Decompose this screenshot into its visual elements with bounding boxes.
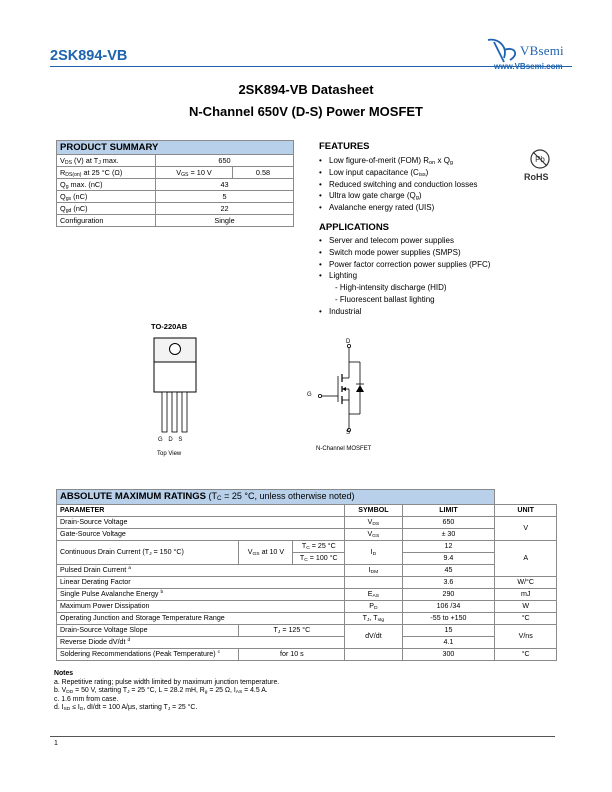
unit-cell: °C: [495, 613, 557, 625]
to220-package-icon: [140, 332, 210, 444]
symbol-cell: $T_J$, $T_{stg}$: [345, 613, 402, 625]
ps-label: $V_{DS}$ (V) at $T_J$ max.: [57, 155, 156, 167]
package-name: TO-220AB: [151, 322, 188, 331]
param-cell: Operating Junction and Storage Temperature Range: [57, 613, 345, 625]
limit-cell: 9.4: [402, 553, 495, 565]
limit-cell: 650: [402, 517, 495, 529]
limit-cell: 4.1: [402, 637, 495, 649]
part-number: 2SK894-VB: [50, 48, 128, 64]
table-row: [57, 215, 294, 227]
param-cell: Drain-Source Voltage: [57, 517, 345, 529]
ps-label: $Q_{gd}$ (nC): [57, 203, 156, 215]
features-list: [319, 155, 478, 214]
list-item: • Avalanche energy rated (UIS): [319, 202, 478, 214]
ps-condition: $V_{GS} = 10$ V: [156, 167, 233, 179]
ps-value: 22: [156, 203, 294, 215]
list-item: - High-intensity discharge (HID): [335, 283, 447, 293]
list-item: • Power factor correction power supplies (PFC): [319, 259, 490, 271]
param-cell: Drain-Source Voltage Slope: [57, 625, 239, 637]
limit-cell: ± 30: [402, 529, 495, 541]
param-cell: Single Pulse Avalanche Energy $^b$: [57, 589, 345, 601]
unit-cell: mJ: [495, 589, 557, 601]
table-row: [57, 541, 557, 553]
table-row: [57, 625, 557, 637]
list-item: • Lighting: [319, 270, 490, 282]
table-row: [57, 155, 294, 167]
param-cell: Gate-Source Voltage: [57, 529, 345, 541]
table-row: [57, 601, 557, 613]
vbsemi-logo: [484, 36, 576, 76]
column-header: PARAMETER: [57, 505, 345, 517]
condition-cell: $T_J = 125$ °C: [239, 625, 345, 637]
footer-rule: [50, 736, 555, 737]
pin-d: D: [168, 437, 173, 443]
gate-label: G: [307, 392, 312, 398]
list-item: • Low figure-of-merit (FOM) $R_{on}$ x $Q_g$: [319, 155, 478, 167]
table-row: [57, 517, 557, 529]
list-item: • Industrial: [319, 306, 490, 318]
ps-label: $Q_{gs}$ (nC): [57, 191, 156, 203]
table-row: [57, 565, 557, 577]
ps-value: 43: [156, 179, 294, 191]
condition-cell: $T_C = 100$ °C: [293, 553, 345, 565]
pin-s: S: [178, 437, 183, 443]
list-item: • Ultra low gate charge $(Q_g)$: [319, 190, 478, 202]
page-number: 1: [54, 740, 58, 747]
ps-label: $Q_g$ max. (nC): [57, 179, 156, 191]
product-summary-table: [56, 140, 294, 227]
schematic-caption: N-Channel MOSFET: [316, 446, 372, 452]
table-row: [57, 577, 557, 589]
param-cell: Soldering Recommendations (Peak Temperature) $^c$: [57, 649, 239, 661]
symbol-cell: dV/dt: [345, 625, 402, 649]
unit-cell: W: [495, 601, 557, 613]
condition-cell: for 10 s: [239, 649, 345, 661]
table-row: [57, 613, 557, 625]
symbol-cell: $I_D$: [345, 541, 402, 565]
ps-label: $R_{DS(on)}$ at 25 °C (Ω): [57, 167, 156, 179]
note-a: a. Repetitive rating; pulse width limited by maximum junction temperature.: [54, 678, 280, 686]
source-label: S: [346, 430, 351, 436]
condition-cell: $V_{GS}$ at 10 V: [239, 541, 293, 565]
applications-list: [319, 235, 490, 318]
ps-value: 650: [156, 155, 294, 167]
condition-cell: $T_C = 25$ °C: [293, 541, 345, 553]
unit-cell: A: [495, 541, 557, 577]
symbol-cell: [345, 577, 402, 589]
symbol-cell: [345, 649, 402, 661]
pb-text: Pb: [535, 155, 545, 164]
rohs-badge: [520, 148, 560, 186]
header-rule: [50, 66, 572, 67]
applications-heading: APPLICATIONS: [319, 222, 390, 233]
table-row: [57, 529, 557, 541]
logo-url[interactable]: www.VBsemi.com: [494, 62, 563, 71]
param-cell: Pulsed Drain Current $^a$: [57, 565, 345, 577]
table-row: [57, 637, 557, 649]
table-row: [57, 649, 557, 661]
product-summary-heading: PRODUCT SUMMARY: [57, 141, 294, 155]
list-item: • Reduced switching and conduction losses: [319, 179, 478, 191]
table-row: [57, 191, 294, 203]
limit-cell: 3.6: [402, 577, 495, 589]
symbol-cell: $V_{DS}$: [345, 517, 402, 529]
notes: [54, 670, 279, 713]
unit-cell: W/°C: [495, 577, 557, 589]
datasheet-title: 2SK894-VB Datasheet: [238, 82, 374, 97]
datasheet-subtitle: N-Channel 650V (D-S) Power MOSFET: [188, 104, 424, 119]
note-b: b. $V_{DD} = 50$ V, starting $T_J = 25$ °C, L = 28.2 mH, $R_g = 25$ Ω, $I_{AS} = 4.5$ A.: [54, 687, 268, 696]
list-item: • Server and telecom power supplies: [319, 235, 490, 247]
unit-cell: V: [495, 517, 557, 541]
limit-cell: 15: [402, 625, 495, 637]
symbol-cell: $V_{GS}$: [345, 529, 402, 541]
ps-label: Configuration: [57, 215, 156, 227]
list-item: • Low input capacitance $(C_{iss})$: [319, 167, 478, 179]
logo-text: VBsemi: [520, 43, 564, 58]
limit-cell: 300: [402, 649, 495, 661]
table-row: [57, 589, 557, 601]
param-cell: Maximum Power Dissipation: [57, 601, 345, 613]
pin-labels: [158, 437, 182, 443]
column-header: SYMBOL: [345, 505, 402, 517]
limit-cell: 45: [402, 565, 495, 577]
table-header-row: [57, 505, 557, 517]
limit-cell: 106 /34: [402, 601, 495, 613]
list-item: • Switch mode power supplies (SMPS): [319, 247, 490, 259]
rohs-label: RoHS: [524, 172, 549, 182]
note-d: d. $I_{SD} \le I_D$, dI/dt = 100 A/μs, starting $T_J = 25$ °C.: [54, 704, 198, 713]
ps-value: 5: [156, 191, 294, 203]
unit-cell: °C: [495, 649, 557, 661]
column-header: LIMIT: [402, 505, 495, 517]
table-row: [57, 179, 294, 191]
param-cell: Continuous Drain Current ($T_J = 150$ °C): [57, 541, 239, 565]
limit-cell: 12: [402, 541, 495, 553]
symbol-cell: $P_D$: [345, 601, 402, 613]
notes-heading: Notes: [54, 670, 74, 677]
symbol-cell: $E_{AS}$: [345, 589, 402, 601]
ps-value: 0.58: [233, 167, 294, 179]
n-channel-mosfet-symbol-icon: [298, 334, 398, 444]
amr-heading: ABSOLUTE MAXIMUM RATINGS ($T_C = 25$ °C, unless otherwise noted): [57, 490, 495, 505]
package-view: Top View: [157, 451, 182, 457]
param-cell: Reverse Diode dV/dt $^d$: [57, 637, 345, 649]
ps-value: Single: [156, 215, 294, 227]
absolute-maximum-ratings-table: [56, 489, 557, 661]
limit-cell: 290: [402, 589, 495, 601]
list-item: - Fluorescent ballast lighting: [335, 294, 435, 304]
column-header: UNIT: [495, 505, 557, 517]
param-cell: Linear Derating Factor: [57, 577, 345, 589]
symbol-cell: $I_{DM}$: [345, 565, 402, 577]
table-row: [57, 167, 294, 179]
limit-cell: -55 to +150: [402, 613, 495, 625]
features-heading: FEATURES: [319, 141, 370, 152]
unit-cell: V/ns: [495, 625, 557, 649]
table-row: [57, 203, 294, 215]
pb-free-icon: [522, 148, 558, 170]
drain-label: D: [346, 339, 351, 345]
note-c: c. 1.6 mm from case.: [54, 695, 119, 703]
pin-g: G: [158, 437, 163, 443]
